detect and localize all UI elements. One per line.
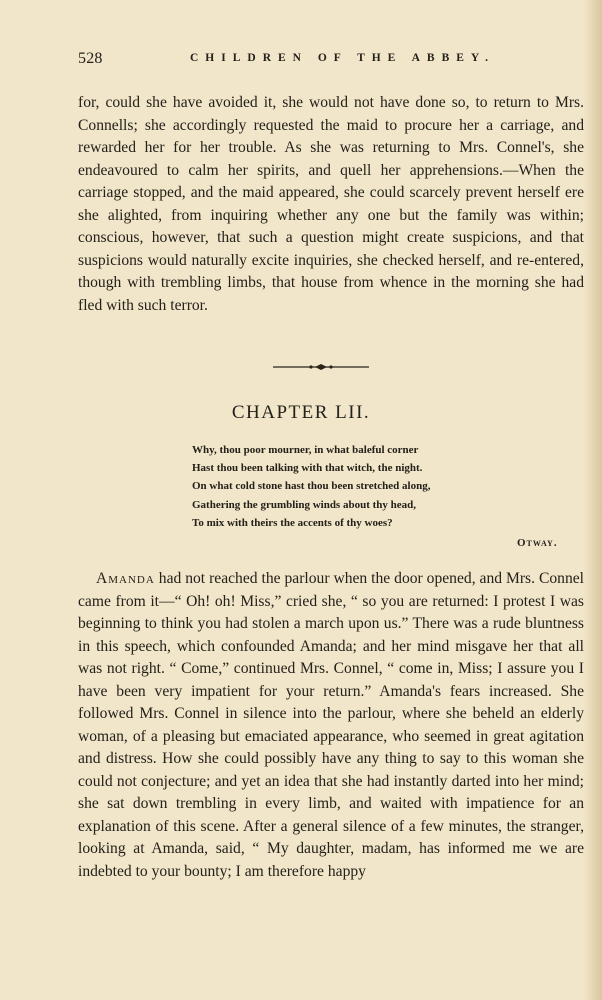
lead-word: Amanda: [96, 570, 155, 587]
epigraph: [192, 441, 572, 532]
running-title: CHILDREN OF THE ABBEY.: [190, 52, 496, 64]
paragraph-2: [78, 568, 584, 883]
epigraph-attribution: [517, 537, 558, 549]
epigraph-line: Hast thou been talking with that witch, the night.: [192, 462, 423, 475]
page-number: 528: [78, 50, 103, 67]
paragraph-1: for, could she have avoided it, she would not have done so, to return to Mrs. Connells; she accordingly requested the maid to procure her a carriage, and rewarded her for her trouble. As she was returning to Mrs. Connel's, she endeavoured to calm her spirits, and quell her apprehensions.—When the carriage stopped, and the maid appeared, she could scarcely prevent herself ere she alighted, from inquiring whether any one but the family was within; conscious, however, that such a question might create suspicions, and that suspicions would naturally excite inquiries, she checked herself, and re-entered, though with trembling limbs, that house from whence in the morning she had fled with such terror.: [78, 94, 584, 314]
section-divider-ornament: [273, 364, 369, 370]
page-edge-shadow: [584, 0, 602, 1000]
attribution-text: Otway.: [517, 537, 558, 549]
epigraph-line: Gathering the grumbling winds about thy head,: [192, 498, 417, 511]
epigraph-line: On what cold stone hast thou been stretched along,: [192, 480, 431, 493]
paragraph-2-text: had not reached the parlour when the door opened, and Mrs. Connel came from it—“ Oh! oh! Miss,” cried she, “ so you are returned: I protest I was beginning to think you had stolen a march upon us.” There was a rude bluntness in this speech, which confounded Amanda; and her mind misgave her that all was not right. “ Come,” continued Mrs. Connel, “ come in, Miss; I assure you I have been very impatient for your return.” Amanda's fears increased. She followed Mrs. Connel in silence into the parlour, where she beheld an elderly woman, of a pleasing but emaciated appearance, who seemed in great agitation and distress. How she could possibly have any thing to say to this woman she could not conjecture; and yet an idea that she had instantly darted into her mind; she sat down trembling in every limb, and waited with impatience for an explanation of this scene. After a general silence of a few minutes, the stranger, looking at Amanda, said, “ My daughter, madam, has informed me we are indebted to your bounty; I am therefore happy: [78, 570, 584, 880]
epigraph-line: To mix with theirs the accents of thy woes?: [192, 516, 393, 529]
running-head: [78, 50, 586, 72]
epigraph-line: Why, thou poor mourner, in what baleful corner: [192, 444, 419, 456]
chapter-heading: CHAPTER LII.: [231, 402, 371, 423]
